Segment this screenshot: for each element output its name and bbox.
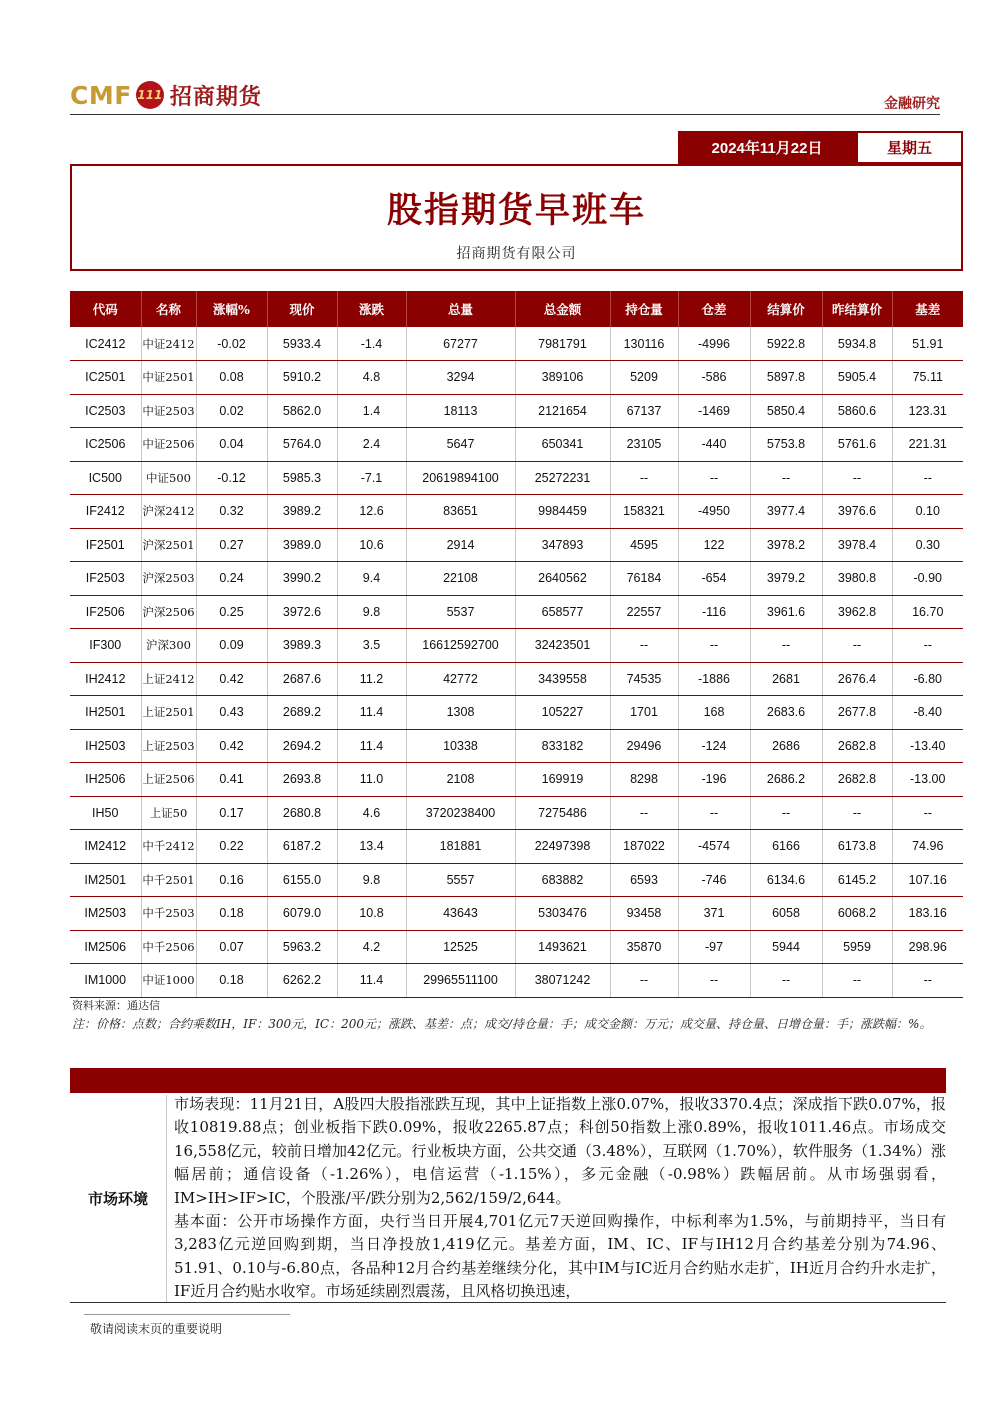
table-cell: 5303476 — [515, 897, 610, 931]
table-cell: 0.32 — [196, 495, 267, 529]
column-header: 持仓量 — [610, 291, 678, 327]
table-cell: 3720238400 — [406, 796, 515, 830]
table-cell: 0.02 — [196, 394, 267, 428]
table-cell: 2689.2 — [267, 696, 337, 730]
table-cell: -1886 — [678, 662, 750, 696]
contract-name-cell: 中千2501 — [141, 863, 196, 897]
company-logo — [70, 78, 262, 112]
column-header: 代码 — [70, 291, 141, 327]
contract-code-cell: IM2501 — [70, 863, 141, 897]
table-cell: 2.4 — [337, 428, 406, 462]
column-header: 昨结算价 — [822, 291, 892, 327]
table-cell: 16.70 — [892, 595, 963, 629]
table-cell: -- — [678, 629, 750, 663]
table-cell: 12.6 — [337, 495, 406, 529]
table-cell: -7.1 — [337, 461, 406, 495]
table-cell: 0.10 — [892, 495, 963, 529]
table-cell: 3989.0 — [267, 528, 337, 562]
table-row — [70, 830, 963, 864]
table-cell: 0.41 — [196, 763, 267, 797]
table-cell: 2680.8 — [267, 796, 337, 830]
table-cell: 5944 — [750, 930, 822, 964]
table-cell: 0.09 — [196, 629, 267, 663]
table-cell: 3989.3 — [267, 629, 337, 663]
table-cell: 74535 — [610, 662, 678, 696]
contract-name-cell: 上证2506 — [141, 763, 196, 797]
table-row — [70, 662, 963, 696]
table-cell: 2677.8 — [822, 696, 892, 730]
table-cell: 9984459 — [515, 495, 610, 529]
contract-name-cell: 上证2412 — [141, 662, 196, 696]
fundamentals-paragraph: 基本面：公开市场操作方面，央行当日开展4,701亿元7天逆回购操作，中标利率为1.5%，与前期持平，当日有3,283亿元逆回购到期，当日净投放1,419亿元。基差方面，IM、IC、IF与IH12月合约基差分别为74.96、51.91、0.10与-6.80点，各品种12月合约基差继续分化，其中IM与IC近月合约贴水走扩，IH近月合约升水走扩，IF近月合约贴水收窄。市场延续剧烈震荡，且风格切换迅速， — [174, 1212, 946, 1301]
table-cell: 3978.2 — [750, 528, 822, 562]
table-cell: 6155.0 — [267, 863, 337, 897]
contract-code-cell: IF2412 — [70, 495, 141, 529]
contract-code-cell: IF2503 — [70, 562, 141, 596]
table-cell: -440 — [678, 428, 750, 462]
table-cell: 25272231 — [515, 461, 610, 495]
table-cell: -- — [610, 964, 678, 998]
contract-name-cell: 上证2503 — [141, 729, 196, 763]
table-cell: 5933.4 — [267, 327, 337, 361]
table-cell: 0.42 — [196, 662, 267, 696]
table-row — [70, 964, 963, 998]
report-weekday: 星期五 — [856, 131, 963, 164]
contract-name-cell: 中千2412 — [141, 830, 196, 864]
table-cell: 5862.0 — [267, 394, 337, 428]
table-cell: -13.40 — [892, 729, 963, 763]
footer-divider — [84, 1314, 290, 1315]
table-cell: 5985.3 — [267, 461, 337, 495]
header-divider — [70, 114, 940, 115]
table-cell: 298.96 — [892, 930, 963, 964]
table-cell: 10338 — [406, 729, 515, 763]
table-cell: 1308 — [406, 696, 515, 730]
logo-company-name: 招商期货 — [169, 83, 262, 110]
table-row — [70, 595, 963, 629]
column-header: 基差 — [892, 291, 963, 327]
table-cell: -- — [892, 796, 963, 830]
table-row — [70, 629, 963, 663]
table-cell: 3989.2 — [267, 495, 337, 529]
table-cell: 6166 — [750, 830, 822, 864]
table-cell: 22108 — [406, 562, 515, 596]
table-cell: 11.0 — [337, 763, 406, 797]
table-cell: 3.5 — [337, 629, 406, 663]
table-row — [70, 327, 963, 361]
table-cell: 122 — [678, 528, 750, 562]
table-cell: 105227 — [515, 696, 610, 730]
table-cell: 67277 — [406, 327, 515, 361]
table-cell: 0.18 — [196, 964, 267, 998]
contract-name-cell: 上证50 — [141, 796, 196, 830]
table-cell: 10.6 — [337, 528, 406, 562]
market-environment-text — [174, 1093, 946, 1303]
contract-name-cell: 中证500 — [141, 461, 196, 495]
contract-name-cell: 沪深2506 — [141, 595, 196, 629]
column-header: 结算价 — [750, 291, 822, 327]
table-row — [70, 863, 963, 897]
table-cell: 29496 — [610, 729, 678, 763]
data-source: 资料来源：通达信 — [72, 999, 160, 1012]
section-bar — [70, 1068, 946, 1093]
table-cell: 5764.0 — [267, 428, 337, 462]
table-cell: 6145.2 — [822, 863, 892, 897]
table-cell: 8298 — [610, 763, 678, 797]
table-cell: -- — [678, 796, 750, 830]
column-header: 总量 — [406, 291, 515, 327]
contract-name-cell: 中千2506 — [141, 930, 196, 964]
table-cell: 18113 — [406, 394, 515, 428]
report-subtitle: 招商期货有限公司 — [456, 246, 577, 262]
market-environment-label: 市场环境 — [87, 1190, 148, 1208]
table-cell: 168 — [678, 696, 750, 730]
table-cell: 5761.6 — [822, 428, 892, 462]
table-cell: 51.91 — [892, 327, 963, 361]
table-cell: 1701 — [610, 696, 678, 730]
table-cell: 0.08 — [196, 361, 267, 395]
contract-name-cell: 上证2501 — [141, 696, 196, 730]
section-column-divider — [166, 1095, 167, 1302]
contract-code-cell: IM2503 — [70, 897, 141, 931]
table-cell: -- — [610, 796, 678, 830]
table-cell: 5934.8 — [822, 327, 892, 361]
table-cell: -1469 — [678, 394, 750, 428]
contract-code-cell: IH2506 — [70, 763, 141, 797]
table-cell: 16612592700 — [406, 629, 515, 663]
table-cell: 7275486 — [515, 796, 610, 830]
column-header: 总金额 — [515, 291, 610, 327]
contract-name-cell: 中证2501 — [141, 361, 196, 395]
contract-name-cell: 沪深2503 — [141, 562, 196, 596]
table-cell: 3990.2 — [267, 562, 337, 596]
table-cell: 20619894100 — [406, 461, 515, 495]
table-cell: 74.96 — [892, 830, 963, 864]
table-cell: 2686.2 — [750, 763, 822, 797]
table-cell: 43643 — [406, 897, 515, 931]
table-cell: 3977.4 — [750, 495, 822, 529]
table-cell: 2108 — [406, 763, 515, 797]
section-label: 金融研究 — [884, 96, 940, 112]
table-cell: 83651 — [406, 495, 515, 529]
column-header: 现价 — [267, 291, 337, 327]
table-cell: 371 — [678, 897, 750, 931]
contract-name-cell: 沪深2501 — [141, 528, 196, 562]
table-cell: 11.4 — [337, 729, 406, 763]
table-cell: -4574 — [678, 830, 750, 864]
contract-name-cell: 沪深300 — [141, 629, 196, 663]
table-cell: 4595 — [610, 528, 678, 562]
table-cell: -- — [892, 964, 963, 998]
table-cell: 658577 — [515, 595, 610, 629]
table-cell: 6079.0 — [267, 897, 337, 931]
contract-code-cell: IM2506 — [70, 930, 141, 964]
table-cell: 4.6 — [337, 796, 406, 830]
contract-code-cell: IM1000 — [70, 964, 141, 998]
table-row — [70, 897, 963, 931]
table-cell: 38071242 — [515, 964, 610, 998]
table-cell: 650341 — [515, 428, 610, 462]
table-cell: -124 — [678, 729, 750, 763]
table-cell: 35870 — [610, 930, 678, 964]
table-cell: 221.31 — [892, 428, 963, 462]
table-cell: -- — [610, 461, 678, 495]
table-row — [70, 729, 963, 763]
table-cell: 833182 — [515, 729, 610, 763]
market-performance-paragraph: 市场表现：11月21日，A股四大股指涨跌互现，其中上证指数上涨0.07%，报收3370.4点；深成指下跌0.07%，报收10819.88点；创业板指下跌0.09%，报收2265.87点；科创50指数上涨0.89%，报收1011.46点。市场成交16,558亿元，较前日增加42亿元。行业板块方面，公共交通（3.48%），互联网（1.70%），软件服务（1.34%）涨幅居前；通信设备（-1.26%），电信运营（-1.15%），多元金融（-0.98%）跌幅居前。从市场强弱看，IM>IH>IF>IC，个股涨/平/跌分别为2,562/159/2,644。 — [174, 1095, 946, 1207]
contract-code-cell: IH2503 — [70, 729, 141, 763]
table-row — [70, 428, 963, 462]
table-cell: 5922.8 — [750, 327, 822, 361]
table-cell: 5537 — [406, 595, 515, 629]
table-cell: -- — [678, 964, 750, 998]
table-cell: 0.43 — [196, 696, 267, 730]
table-cell: 3294 — [406, 361, 515, 395]
table-cell: 5647 — [406, 428, 515, 462]
contract-code-cell: IH50 — [70, 796, 141, 830]
table-cell: 2686 — [750, 729, 822, 763]
table-cell: -- — [822, 964, 892, 998]
contract-code-cell: IC2503 — [70, 394, 141, 428]
contract-code-cell: IH2501 — [70, 696, 141, 730]
table-row — [70, 394, 963, 428]
futures-quote-table — [70, 291, 963, 998]
table-cell: -1.4 — [337, 327, 406, 361]
table-row — [70, 930, 963, 964]
table-cell: -- — [892, 461, 963, 495]
table-cell: 6068.2 — [822, 897, 892, 931]
table-cell: 75.11 — [892, 361, 963, 395]
table-cell: 6173.8 — [822, 830, 892, 864]
table-note: 注：价格：点数；合约乘数IH，IF：300元，IC：200元；涨跌、基差：点；成交/持仓量：手；成交金额：万元；成交量、持仓量、日增仓量：手；涨跌幅：%。 — [72, 1017, 932, 1031]
contract-name-cell: 中证1000 — [141, 964, 196, 998]
table-cell: 12525 — [406, 930, 515, 964]
table-cell: -196 — [678, 763, 750, 797]
table-cell: -- — [822, 796, 892, 830]
table-cell: 32423501 — [515, 629, 610, 663]
contract-code-cell: IF2506 — [70, 595, 141, 629]
table-cell: -- — [750, 629, 822, 663]
table-cell: 4.2 — [337, 930, 406, 964]
table-cell: -97 — [678, 930, 750, 964]
table-cell: -- — [822, 629, 892, 663]
table-header-row — [70, 291, 963, 327]
table-cell: 29965511100 — [406, 964, 515, 998]
table-cell: 683882 — [515, 863, 610, 897]
table-cell: 3439558 — [515, 662, 610, 696]
column-header: 仓差 — [678, 291, 750, 327]
title-box — [70, 164, 963, 271]
table-cell: 3980.8 — [822, 562, 892, 596]
table-cell: 3972.6 — [267, 595, 337, 629]
table-cell: 2693.8 — [267, 763, 337, 797]
table-cell: 3976.6 — [822, 495, 892, 529]
table-cell: 5959 — [822, 930, 892, 964]
table-cell: -13.00 — [892, 763, 963, 797]
column-header: 涨幅% — [196, 291, 267, 327]
table-cell: 0.07 — [196, 930, 267, 964]
table-cell: 0.24 — [196, 562, 267, 596]
table-cell: 2694.2 — [267, 729, 337, 763]
table-cell: 2682.8 — [822, 763, 892, 797]
table-cell: -- — [610, 629, 678, 663]
table-cell: 22557 — [610, 595, 678, 629]
table-cell: -- — [750, 461, 822, 495]
table-cell: 3962.8 — [822, 595, 892, 629]
table-cell: 76184 — [610, 562, 678, 596]
table-row — [70, 495, 963, 529]
table-row — [70, 528, 963, 562]
table-cell: 6134.6 — [750, 863, 822, 897]
contract-code-cell: IM2412 — [70, 830, 141, 864]
table-row — [70, 361, 963, 395]
table-cell: 1493621 — [515, 930, 610, 964]
table-cell: 11.4 — [337, 964, 406, 998]
table-cell: 5905.4 — [822, 361, 892, 395]
table-cell: -4950 — [678, 495, 750, 529]
table-cell: 2640562 — [515, 562, 610, 596]
table-row — [70, 562, 963, 596]
table-cell: 13.4 — [337, 830, 406, 864]
table-cell: 42772 — [406, 662, 515, 696]
table-cell: -0.12 — [196, 461, 267, 495]
contract-code-cell: IF300 — [70, 629, 141, 663]
table-cell: 10.8 — [337, 897, 406, 931]
table-cell: 2676.4 — [822, 662, 892, 696]
table-cell: -4996 — [678, 327, 750, 361]
table-cell: 9.8 — [337, 595, 406, 629]
table-cell: 107.16 — [892, 863, 963, 897]
table-cell: 0.17 — [196, 796, 267, 830]
table-cell: 0.18 — [196, 897, 267, 931]
column-header: 涨跌 — [337, 291, 406, 327]
table-cell: 6262.2 — [267, 964, 337, 998]
table-cell: 123.31 — [892, 394, 963, 428]
table-cell: 169919 — [515, 763, 610, 797]
contract-code-cell: IC500 — [70, 461, 141, 495]
table-cell: 11.2 — [337, 662, 406, 696]
table-cell: 2914 — [406, 528, 515, 562]
table-cell: 0.42 — [196, 729, 267, 763]
table-cell: 23105 — [610, 428, 678, 462]
table-cell: -0.90 — [892, 562, 963, 596]
table-cell: 3961.6 — [750, 595, 822, 629]
column-header: 名称 — [141, 291, 196, 327]
contract-name-cell: 中证2503 — [141, 394, 196, 428]
contract-name-cell: 沪深2412 — [141, 495, 196, 529]
table-cell: 0.04 — [196, 428, 267, 462]
report-date: 2024年11月22日 — [678, 131, 856, 164]
table-cell: 5209 — [610, 361, 678, 395]
table-cell: 3978.4 — [822, 528, 892, 562]
contract-code-cell: IC2501 — [70, 361, 141, 395]
table-cell: 187022 — [610, 830, 678, 864]
section-bottom-rule — [70, 1302, 946, 1303]
table-cell: -116 — [678, 595, 750, 629]
contract-name-cell: 中证2412 — [141, 327, 196, 361]
table-cell: 2683.6 — [750, 696, 822, 730]
table-cell: 2687.6 — [267, 662, 337, 696]
table-cell: 5557 — [406, 863, 515, 897]
table-cell: -586 — [678, 361, 750, 395]
footer-disclaimer: 敬请阅读末页的重要说明 — [90, 1322, 223, 1336]
table-cell: 6058 — [750, 897, 822, 931]
table-cell: 3979.2 — [750, 562, 822, 596]
table-cell: 389106 — [515, 361, 610, 395]
table-row — [70, 763, 963, 797]
table-cell: 158321 — [610, 495, 678, 529]
logo-badge-icon: 111 — [136, 81, 164, 109]
table-cell: 6593 — [610, 863, 678, 897]
table-cell: 5850.4 — [750, 394, 822, 428]
table-cell: 93458 — [610, 897, 678, 931]
table-cell: 9.8 — [337, 863, 406, 897]
table-cell: 347893 — [515, 528, 610, 562]
table-cell: 0.27 — [196, 528, 267, 562]
table-cell: -0.02 — [196, 327, 267, 361]
table-cell: 1.4 — [337, 394, 406, 428]
contract-code-cell: IF2501 — [70, 528, 141, 562]
report-title: 股指期货早班车 — [386, 190, 646, 231]
table-cell: 11.4 — [337, 696, 406, 730]
table-cell: 183.16 — [892, 897, 963, 931]
table-cell: -8.40 — [892, 696, 963, 730]
contract-code-cell: IC2412 — [70, 327, 141, 361]
table-cell: 7981791 — [515, 327, 610, 361]
table-cell: 0.25 — [196, 595, 267, 629]
table-cell: 0.16 — [196, 863, 267, 897]
table-row — [70, 461, 963, 495]
table-cell: 0.22 — [196, 830, 267, 864]
table-cell: 5963.2 — [267, 930, 337, 964]
table-cell: 5753.8 — [750, 428, 822, 462]
contract-name-cell: 中证2506 — [141, 428, 196, 462]
table-cell: -746 — [678, 863, 750, 897]
table-cell: 5897.8 — [750, 361, 822, 395]
contract-name-cell: 中千2503 — [141, 897, 196, 931]
contract-code-cell: IH2412 — [70, 662, 141, 696]
table-row — [70, 796, 963, 830]
table-cell: 9.4 — [337, 562, 406, 596]
table-cell: -6.80 — [892, 662, 963, 696]
contract-code-cell: IC2506 — [70, 428, 141, 462]
table-cell: 2121654 — [515, 394, 610, 428]
table-cell: -- — [822, 461, 892, 495]
table-cell: 4.8 — [337, 361, 406, 395]
table-row — [70, 696, 963, 730]
table-cell: 22497398 — [515, 830, 610, 864]
table-cell: 0.30 — [892, 528, 963, 562]
table-body — [70, 327, 963, 997]
table-cell: 5910.2 — [267, 361, 337, 395]
table-cell: 67137 — [610, 394, 678, 428]
logo-cmf-text: CMF — [70, 80, 132, 110]
table-cell: -- — [750, 796, 822, 830]
table-cell: 130116 — [610, 327, 678, 361]
table-cell: 2682.8 — [822, 729, 892, 763]
table-cell: -- — [892, 629, 963, 663]
table-cell: 181881 — [406, 830, 515, 864]
table-cell: 2681 — [750, 662, 822, 696]
table-cell: -- — [678, 461, 750, 495]
table-cell: 5860.6 — [822, 394, 892, 428]
table-cell: -654 — [678, 562, 750, 596]
table-cell: 6187.2 — [267, 830, 337, 864]
table-cell: -- — [750, 964, 822, 998]
